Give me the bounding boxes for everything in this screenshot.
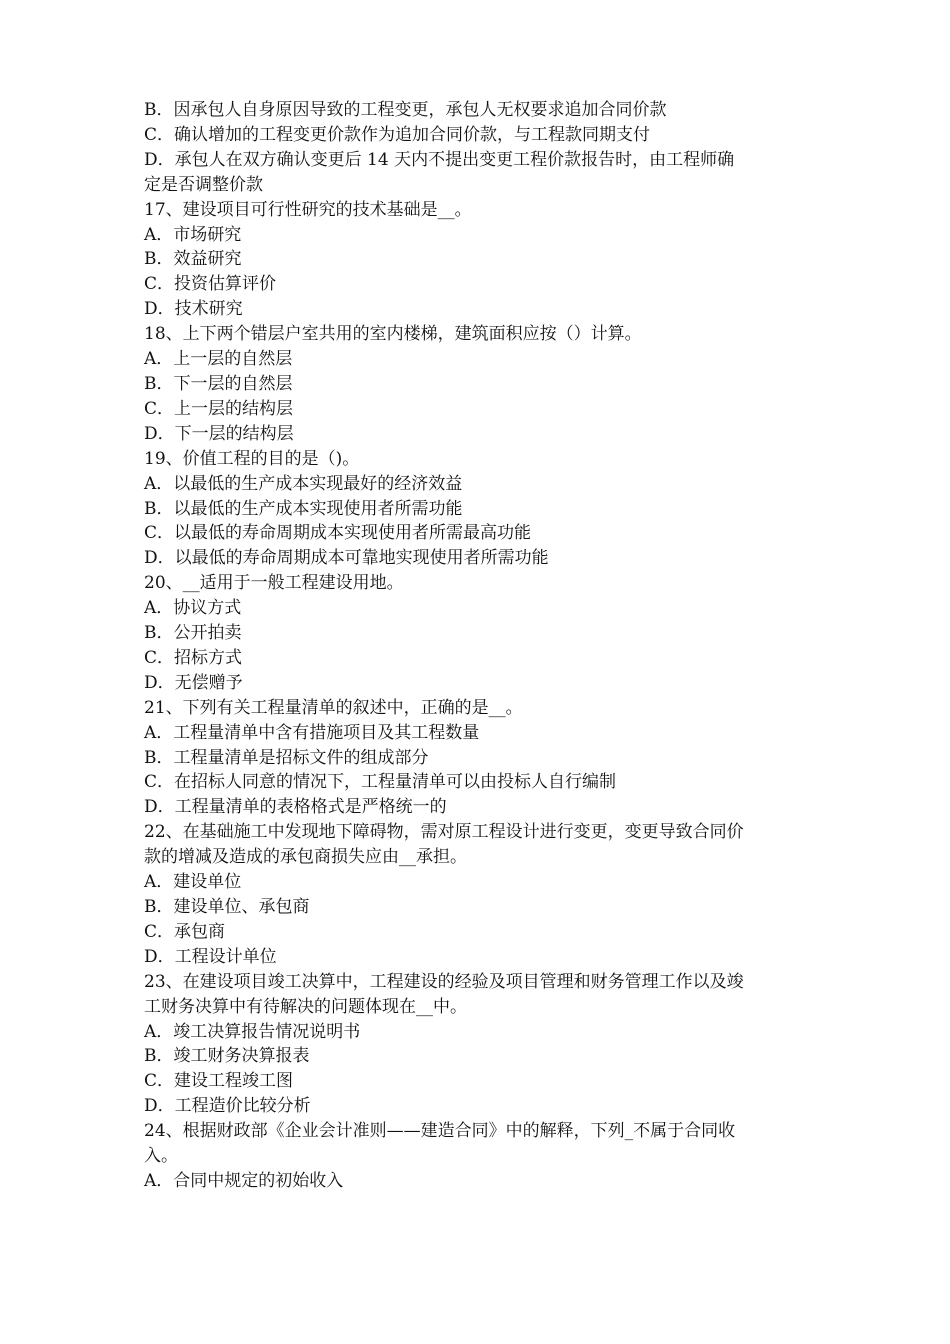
text-line: C．确认增加的工程变更价款作为追加合同价款，与工程款同期支付 bbox=[144, 124, 651, 145]
option-line: C．以最低的寿命周期成本实现使用者所需最高功能 bbox=[144, 523, 532, 544]
option-line: A．建设单位 bbox=[144, 872, 242, 893]
question-line: 款的增减及造成的承包商损失应由__承担。 bbox=[144, 847, 467, 868]
option-line: D．无偿赠予 bbox=[144, 672, 243, 693]
question-line: 18、上下两个错层户室共用的室内楼梯，建筑面积应按（）计算。 bbox=[144, 324, 642, 345]
question-line: 入。 bbox=[144, 1146, 178, 1167]
option-line: D．以最低的寿命周期成本可靠地实现使用者所需功能 bbox=[144, 548, 549, 569]
option-line: D．工程设计单位 bbox=[144, 946, 277, 967]
option-line: B．竣工财务决算报表 bbox=[144, 1046, 310, 1067]
option-line: A．竣工决算报告情况说明书 bbox=[144, 1021, 361, 1042]
option-line: C．承包商 bbox=[144, 921, 226, 942]
option-line: C．招标方式 bbox=[144, 647, 243, 668]
option-line: A．协议方式 bbox=[144, 598, 242, 619]
option-line: C．建设工程竣工图 bbox=[144, 1071, 294, 1092]
question-line: 22、在基础施工中发现地下障碍物，需对原工程设计进行变更，变更导致合同价 bbox=[144, 822, 744, 843]
question-line: 19、价值工程的目的是（)。 bbox=[144, 448, 360, 469]
document-page bbox=[144, 98, 814, 1194]
option-line: B．以最低的生产成本实现使用者所需功能 bbox=[144, 498, 463, 519]
question-line: 21、下列有关工程量清单的叙述中，正确的是__。 bbox=[144, 697, 523, 718]
option-line: B．下一层的自然层 bbox=[144, 373, 293, 394]
option-line: B．工程量清单是招标文件的组成部分 bbox=[144, 747, 429, 768]
text-line: 定是否调整价款 bbox=[144, 174, 263, 195]
question-line: 工财务决算中有待解决的问题体现在__中。 bbox=[144, 996, 467, 1017]
option-line: C．在招标人同意的情况下，工程量清单可以由投标人自行编制 bbox=[144, 772, 617, 793]
option-line: B．效益研究 bbox=[144, 249, 242, 270]
option-line: D．工程造价比较分析 bbox=[144, 1096, 311, 1117]
option-line: A．合同中规定的初始收入 bbox=[144, 1170, 344, 1191]
option-line: A．上一层的自然层 bbox=[144, 349, 293, 370]
option-line: D．下一层的结构层 bbox=[144, 423, 294, 444]
option-line: B．建设单位、承包商 bbox=[144, 897, 310, 917]
option-line: A．以最低的生产成本实现最好的经济效益 bbox=[144, 473, 463, 494]
question-line: 17、建设项目可行性研究的技术基础是__。 bbox=[144, 199, 472, 220]
option-line: D．技术研究 bbox=[144, 299, 243, 320]
question-line: 24、根据财政部《企业会计准则——建造合同》中的解释，下列_不属于合同收 bbox=[144, 1121, 736, 1142]
option-line: A．工程量清单中含有措施项目及其工程数量 bbox=[144, 722, 480, 743]
option-line: C．上一层的结构层 bbox=[144, 398, 294, 419]
text-line: D．承包人在双方确认变更后 14 天内不提出变更工程价款报告时，由工程师确 bbox=[144, 149, 735, 170]
question-line: 20、__适用于一般工程建设用地。 bbox=[144, 573, 404, 594]
option-line: B．公开拍卖 bbox=[144, 623, 242, 644]
option-line: A．市场研究 bbox=[144, 224, 242, 245]
question-line: 23、在建设项目竣工决算中，工程建设的经验及项目管理和财务管理工作以及竣 bbox=[144, 971, 744, 992]
option-line: C．投资估算评价 bbox=[144, 274, 277, 295]
text-line: B．因承包人自身原因导致的工程变更，承包人无权要求追加合同价款 bbox=[144, 100, 667, 120]
option-line: D．工程量清单的表格格式是严格统一的 bbox=[144, 797, 447, 818]
